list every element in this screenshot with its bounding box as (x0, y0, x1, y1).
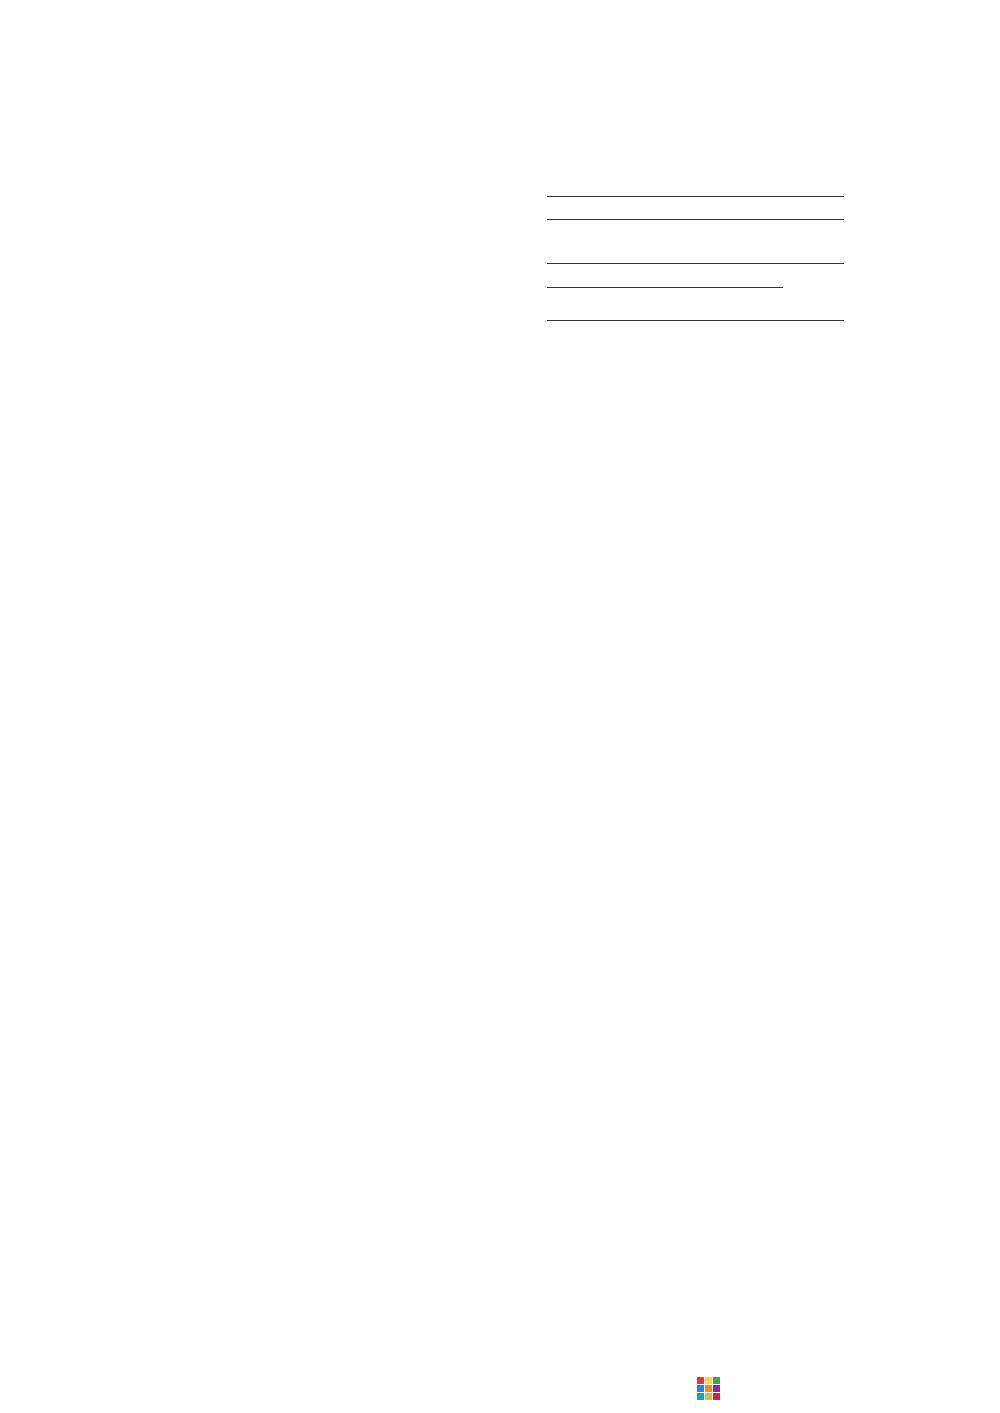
logo-icon (697, 1377, 720, 1400)
left-column (119, 168, 479, 187)
transform-question-1 (523, 179, 918, 202)
answer-blank[interactable] (547, 246, 844, 264)
transform-question-4 (523, 270, 918, 293)
liveworksheets-logo (697, 1377, 723, 1400)
transform-question-2 (523, 202, 918, 225)
answer-blank[interactable] (547, 202, 844, 220)
right-column (523, 168, 918, 343)
answer-blank[interactable] (547, 179, 844, 197)
transform-question-5 (523, 293, 918, 326)
answer-blank[interactable] (547, 303, 844, 321)
transform-question-3 (523, 225, 918, 269)
answer-blank[interactable] (547, 270, 783, 288)
